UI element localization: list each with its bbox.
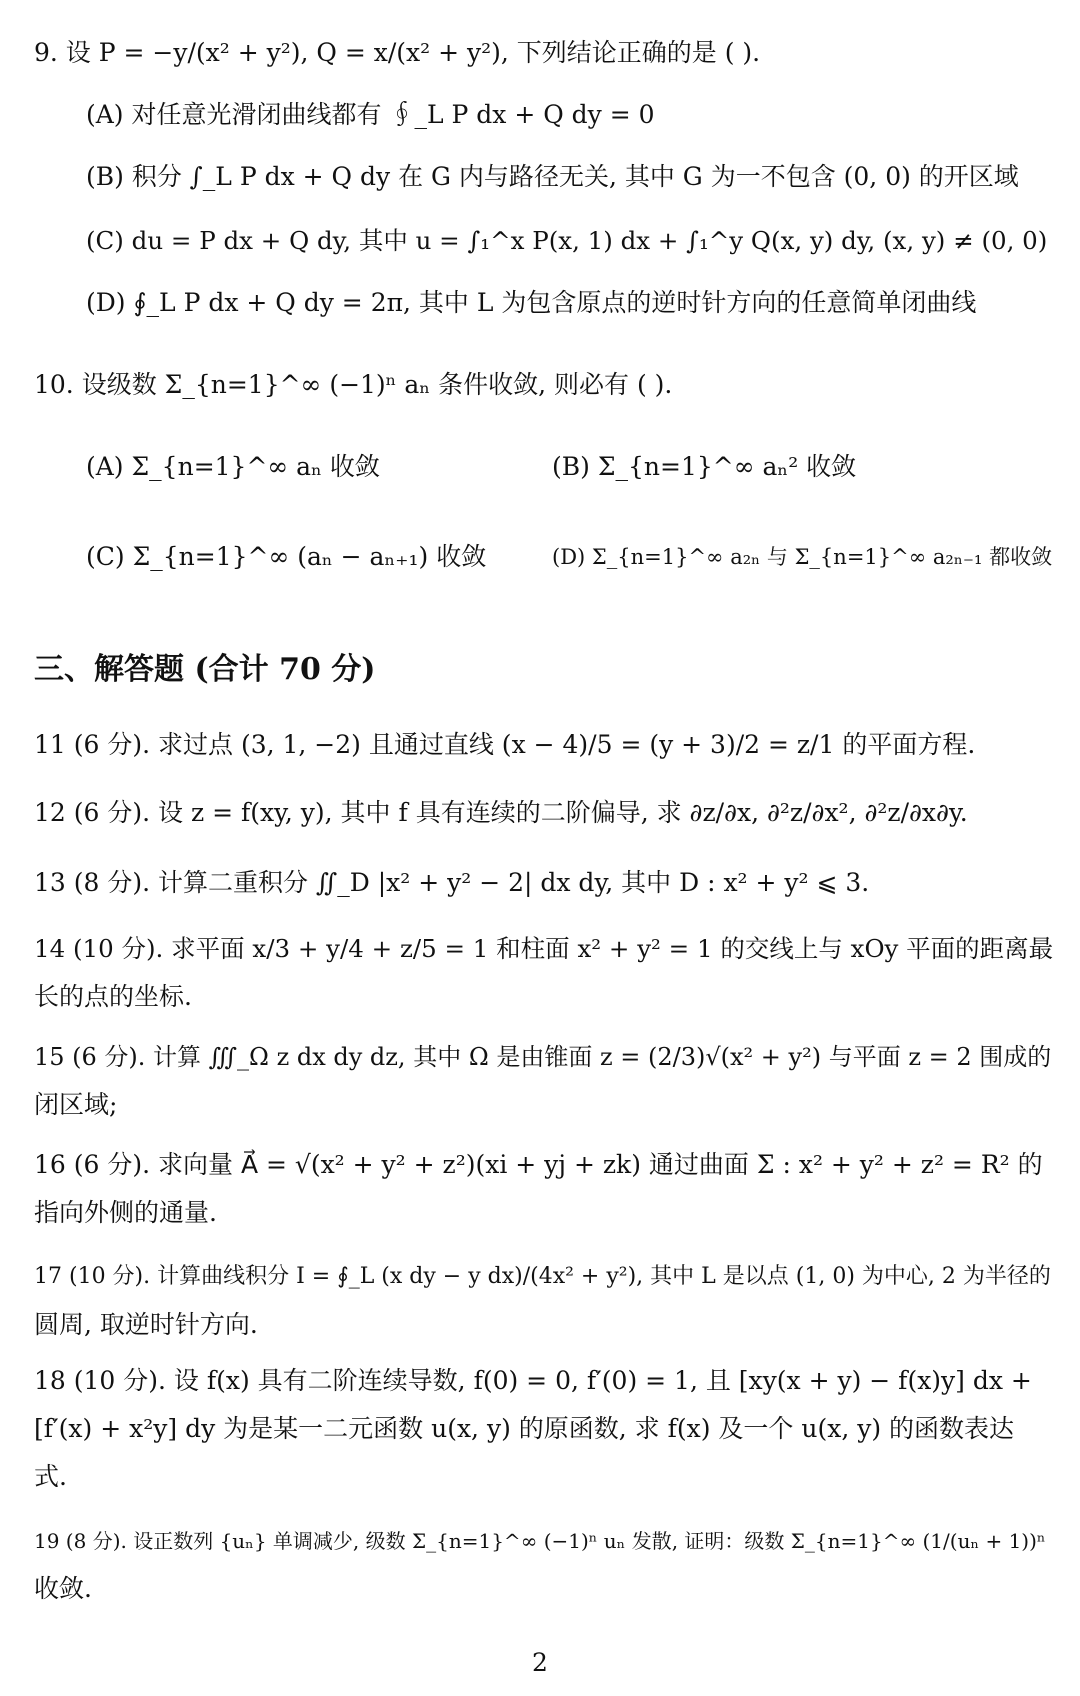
page-number: 2 xyxy=(532,1648,548,1677)
q15-line-2: 闭区域; xyxy=(34,1090,118,1119)
q12: 12 (6 分). 设 z = f(xy, y), 其中 f 具有连续的二阶偏导, 求 ∂z/∂x, ∂²z/∂x², ∂²z/∂x∂y. xyxy=(34,798,968,827)
q9-option-b: (B) 积分 ∫_L P dx + Q dy 在 G 内与路径无关, 其中 G 为一不包含 (0, 0) 的开区域 xyxy=(86,162,1019,191)
q17-line-2: 圆周, 取逆时针方向. xyxy=(34,1310,258,1339)
q9-stem: 9. 设 P = −y/(x² + y²), Q = x/(x² + y²), 下列结论正确的是 ( ). xyxy=(34,38,761,67)
section-title: 三、解答题 (合计 70 分) xyxy=(34,652,376,687)
q14-line-2: 长的点的坐标. xyxy=(34,982,192,1011)
q10-option-b: (B) Σ_{n=1}^∞ aₙ² 收敛 xyxy=(552,452,857,481)
q9-option-d: (D) ∮_L P dx + Q dy = 2π, 其中 L 为包含原点的逆时针方向的任意简单闭曲线 xyxy=(86,288,977,317)
q18-line-2: [f′(x) + x²y] dy 为是某一二元函数 u(x, y) 的原函数, 求 f(x) 及一个 u(x, y) 的函数表达 xyxy=(34,1414,1015,1443)
q17-line-1: 17 (10 分). 计算曲线积分 I = ∮_L (x dy − y dx)/(4x² + y²), 其中 L 是以点 (1, 0) 为中心, 2 为半径的 xyxy=(34,1264,1051,1289)
q15-line-1: 15 (6 分). 计算 ∭_Ω z dx dy dz, 其中 Ω 是由锥面 z = (2/3)√(x² + y²) 与平面 z = 2 围成的 xyxy=(34,1043,1052,1071)
q9-option-c: (C) du = P dx + Q dy, 其中 u = ∫₁^x P(x, 1) dx + ∫₁^y Q(x, y) dy, (x, y) ≠ (0, 0) xyxy=(86,226,1048,255)
q10-stem: 10. 设级数 Σ_{n=1}^∞ (−1)ⁿ aₙ 条件收敛, 则必有 ( ). xyxy=(34,370,673,399)
q16-line-1: 16 (6 分). 求向量 A⃗ = √(x² + y² + z²)(xi + yj + zk) 通过曲面 Σ : x² + y² + z² = R² 的 xyxy=(34,1150,1043,1179)
q19-line-2: 收敛. xyxy=(34,1574,92,1603)
q9-option-a: (A) 对任意光滑闭曲线都有 ∮_L P dx + Q dy = 0 xyxy=(86,100,655,129)
q18-line-3: 式. xyxy=(34,1462,67,1491)
q18-line-1: 18 (10 分). 设 f(x) 具有二阶连续导数, f(0) = 0, f′(0) = 1, 且 [xy(x + y) − f(x)y] dx + xyxy=(34,1366,1032,1395)
q11: 11 (6 分). 求过点 (3, 1, −2) 且通过直线 (x − 4)/5 = (y + 3)/2 = z/1 的平面方程. xyxy=(34,730,976,759)
q10-option-c: (C) Σ_{n=1}^∞ (aₙ − aₙ₊₁) 收敛 xyxy=(86,542,487,571)
q13: 13 (8 分). 计算二重积分 ∬_D |x² + y² − 2| dx dy, 其中 D : x² + y² ⩽ 3. xyxy=(34,868,870,897)
q10-option-a: (A) Σ_{n=1}^∞ aₙ 收敛 xyxy=(86,452,380,481)
q14-line-1: 14 (10 分). 求平面 x/3 + y/4 + z/5 = 1 和柱面 x² + y² = 1 的交线上与 xOy 平面的距离最 xyxy=(34,934,1054,963)
q19-line-1: 19 (8 分). 设正数列 {uₙ} 单调减少, 级数 Σ_{n=1}^∞ (−1)ⁿ uₙ 发散, 证明：级数 Σ_{n=1}^∞ (1/(uₙ + 1))ⁿ xyxy=(34,1529,1046,1553)
q16-line-2: 指向外侧的通量. xyxy=(34,1198,217,1227)
q10-option-d: (D) Σ_{n=1}^∞ a₂ₙ 与 Σ_{n=1}^∞ a₂ₙ₋₁ 都收敛 xyxy=(552,545,1053,569)
